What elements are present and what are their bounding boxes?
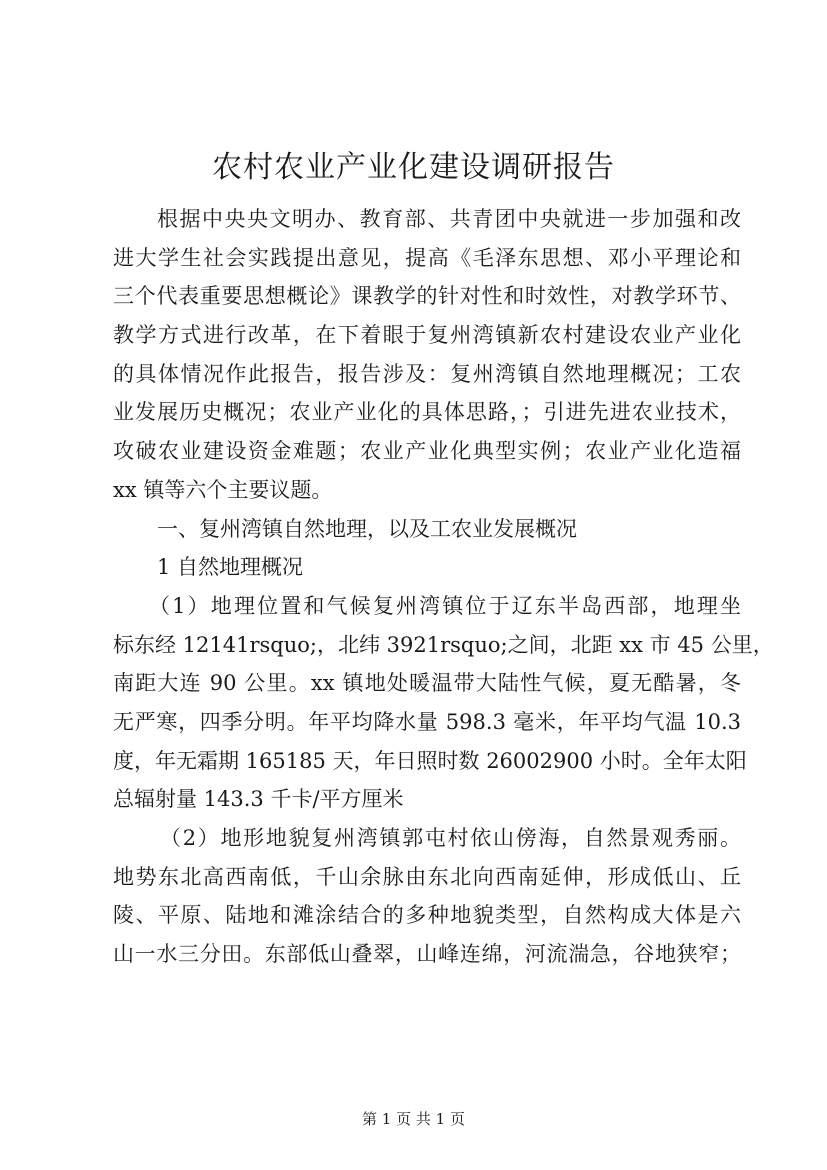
paragraph-line: 度，年无霜期 165185 天，年日照时数 26002900 小时。全年太阳 xyxy=(113,748,747,773)
page-footer: 第 1 页 共 1 页 xyxy=(362,1110,465,1128)
document-title: 农村农业产业化建设调研报告 xyxy=(212,150,615,185)
subsection-heading: 1 自然地理概况 xyxy=(157,555,304,580)
paragraph-line: 教学方式进行改革，在下着眼于复州湾镇新农村建设农业产业化 xyxy=(113,323,741,348)
paragraph-line: 三个代表重要思想概论》课教学的针对性和时效性，对教学环节、 xyxy=(113,284,741,309)
paragraph-line: 地势东北高西南低，千山余脉由东北向西南延伸，形成低山、丘 xyxy=(113,864,741,889)
paragraph-line: 的具体情况作此报告，报告涉及：复州湾镇自然地理概况；工农 xyxy=(113,361,741,386)
paragraph-line: xx 镇等六个主要议题。 xyxy=(113,477,333,502)
paragraph-line: 总辐射量 143.3 千卡/平方厘米 xyxy=(113,787,404,812)
paragraph-line: 无严寒，四季分明。年平均降水量 598.3 毫米，年平均气温 10.3 xyxy=(113,709,741,734)
paragraph-line: 根据中央央文明办、教育部、共青团中央就进一步加强和改 xyxy=(157,207,741,231)
paragraph-line: 标东经 12141rsquo;，北纬 3921rsquo;之间，北距 xx 市 45 公里， xyxy=(113,632,774,657)
paragraph-line: 陵、平原、陆地和滩涂结合的多种地貌类型，自然构成大体是六 xyxy=(113,903,741,928)
paragraph-line: 山一水三分田。东部低山叠翠，山峰连绵，河流湍急，谷地狭窄； xyxy=(113,942,741,967)
paragraph-line: 攻破农业建设资金难题；农业产业化典型实例；农业产业化造福 xyxy=(113,439,741,464)
paragraph-line: （2）地形地貌复州湾镇郭屯村依山傍海，自然景观秀丽。 xyxy=(160,826,741,850)
paragraph-line: 进大学生社会实践提出意见，提高《毛泽东思想、邓小平理论和 xyxy=(113,245,741,270)
paragraph-line: （1）地理位置和气候复州湾镇位于辽东半岛西部，地理坐 xyxy=(149,593,741,618)
paragraph-line: 业发展历史概况；农业产业化的具体思路，；引进先进农业技术， xyxy=(113,400,741,425)
document-body xyxy=(113,200,774,974)
section-heading: 一、复州湾镇自然地理，以及工农业发展概况 xyxy=(157,516,577,541)
paragraph-line: 南距大连 90 公里。xx 镇地处暖温带大陆性气候，夏无酷暑，冬 xyxy=(113,671,741,696)
